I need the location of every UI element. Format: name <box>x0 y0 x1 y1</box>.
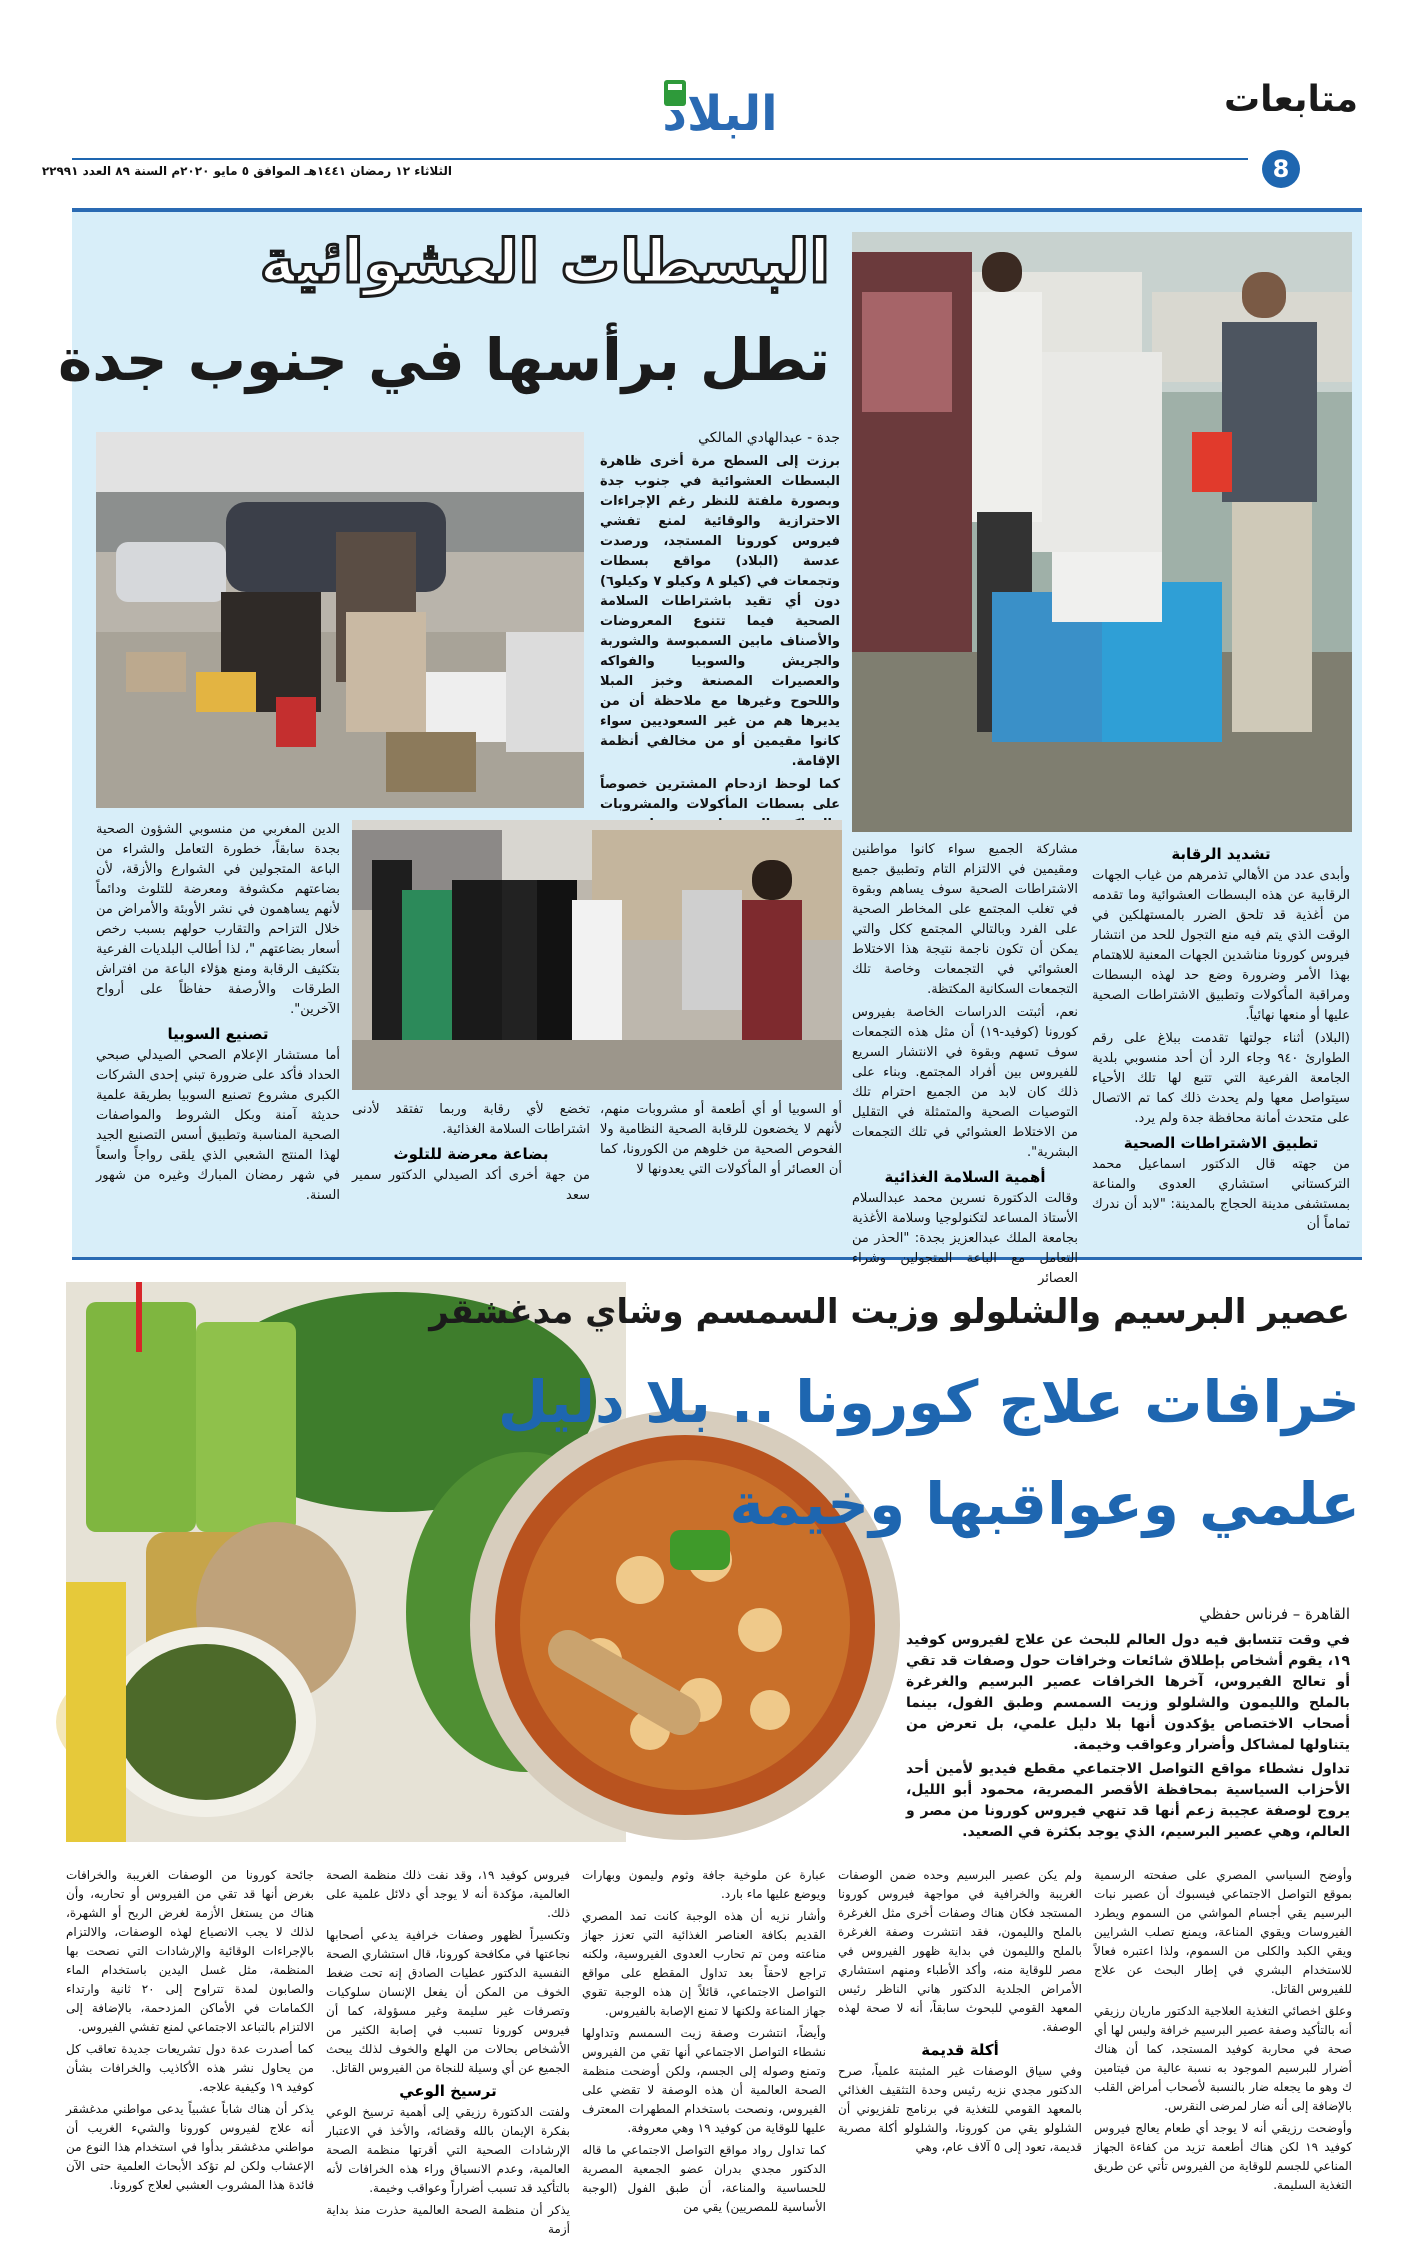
article-1-col-3-left <box>352 1100 590 1250</box>
paragraph: مشاركة الجميع سواء كانوا مواطنين ومقيمين في الالتزام التام وتطبيق جميع الاشتراطات الصحية سوف يساهم وبقوة في تغلب المجتمع على المخاطر الصحية على الفرد وبالتالي المجتمع ككل والتي يمكن أن تكون ناجمة نتيجة هذا الاختلاط العشوائي في التجمعات وخاصة تلك التجمعات السكانية المكتظة. <box>852 842 1078 997</box>
article-2-title-line-1: خرافات علاج كورونا .. بلا دليل <box>497 1368 1360 1436</box>
paragraph: وأوضح السياسي المصري على صفحته الرسمية بموقع التواصل الاجتماعي فيسبوك أن عصير نبات البرسيم يقي أجسام المواشي من السموم ويطرد الفيروسات ويقوي المناعة، ويمنع تصلب الشرايين ويقي الكبد والكلى من السموم، ولذا اعتبره فعالاً للاستخدام البشري في إطار البحث عن علاج للفيروس القاتل. <box>1094 1868 1352 1996</box>
paragraph: وعلق اخصائي التغذية العلاجية الدكتور ماريان رزيقي أنه بالتأكيد وصفة عصير البرسيم خرافة وليس لها أي صحة في محاربة كوفيد المستجد، كما أن هناك أضرار للبرسيم الموجود به نسبة عالية من فيتامين ك وهو ما يجعله ضار بالنسبة لأصحاب أمراض القلب بالإضافة إلى أنه ضار لمرضى النقرس. <box>1094 2004 1352 2113</box>
lead-paragraph-2: تداول نشطاء مواقع التواصل الاجتماعي مقطع فيديو لأمين أحد الأحزاب السياسية بمحافظة الأقصر المصرية، محمود أبو الليل، يروج لوصفة عجيبة زعم أنها قد تنهي فيروس كورونا من مصر و العالم، وهي عصير البرسيم، الذي يوجد بكثرة في الصعيد. <box>906 1761 1350 1840</box>
paragraph: أو السوبيا أو أي أطعمة أو مشروبات منهم، لأنهم لا يخضعون للرقابة الصحية النظامية ولا الفحوص الصحية من خلوهم من الكورونا، كما أن العصائر أو المأكولات التي يعدونها لا <box>600 1102 842 1177</box>
paragraph: وفي سياق الوصفات غير المثبتة علمياً، صرح الدكتور مجدي نزيه رئيس وحدة التثقيف الغذائي بالمعهد القومي للتغذية في برنامج تلفزيوني أن الشلولو يقي من كورونا، والشلولو أكلة مصرية قديمة، تعود إلى ٥ آلاف عام، وهي <box>838 2064 1082 2154</box>
article-1-col-1 <box>1092 840 1350 1250</box>
article-2-col-2 <box>838 1866 1082 2236</box>
paragraph: كما تداول رواد مواقع التواصل الاجتماعي ما قاله الدكتور مجدي بدران عضو الجمعية المصرية للحساسية والمناعة، أن طبق الفول (الوجبة الأساسية للمصريين) يقي من <box>582 2143 826 2214</box>
article-2-title-line-2: علمي وعواقبها وخيمة <box>729 1470 1360 1538</box>
paragraph: أما مستشار الإعلام الصحي الصيدلي صبحي الحداد فأكد على ضرورة تبني إحدى الشركات الكبرى مشروع تصنيع السوبيا بطريقة علمية حديثة آمنة وبكل الشروط والمواصفات الصحية المناسبة وتطبيق أسس التصنيع الجيد لهذا المنتج الشعبي الذي يلقى رواجاً واسعاً في شهر رمضان المبارك وغيره من شهور السنة. <box>96 1048 340 1203</box>
page-number-badge <box>1262 150 1300 188</box>
article-2-col-4 <box>326 1866 570 2236</box>
paragraph: نعم، أثبتت الدراسات الخاصة بفيروس كورونا (كوفيد-١٩) أن مثل هذه التجمعات سوف تسهم وبقوة في الانتشار السريع للفيروس بين أفراد المجتمع. وبناء على ذلك كان لابد من الجميع احترام تلك التوصيات الصحية والمتمثلة في التقليل من الاختلاط العشوائي في تلك التجمعات البشرية". <box>852 1005 1078 1160</box>
paragraph: وأوضحت رزيقي أنه لا يوجد أي طعام يعالج فيروس كوفيد ١٩ لكن هناك أطعمة تزيد من كفاءة الجهاز المناعي للجسم للوقاية من الفيروس تأتي عن طريق التغذية السليمة. <box>1094 2121 1352 2192</box>
subhead-contaminated-goods: بضاعة معرضة للتلوث <box>393 1145 549 1163</box>
dateline: الثلاثاء ١٢ رمضان ١٤٤١هـ الموافق ٥ مايو ٢٠٢٠م السنة ٨٩ العدد ٢٢٩٩١ <box>41 164 452 178</box>
article-1-title: البسطات العشوائية <box>259 227 830 297</box>
logo-text: البلاد <box>662 86 778 142</box>
paragraph: وأشار نزيه أن هذه الوجبة كانت تمد المصري القديم بكافة العناصر الغذائية التي تعزز جهاز مناعته ومن تم تحارب العدوى الفيروسية، ولكنه تراجع لاحقاً بعد تداول المقطع على مواقع التواصل الاجتماعي، قائلاً إن هذه الوجبة تقوي جهاز المناعة ولكنها لا تمنع الإصابة بالفيروس. <box>582 1909 826 2018</box>
paragraph: يذكر أن هناك شاباً عشبياً يدعى مواطني مدغشقر أنه علاج لفيروس كورونا والشيء الغريب أن مواطني مدغشقر بدأوا في استخدام هذا النوع من الإعشاب ولكن لم تؤكد الأبحاث العلمية حتى الآن فائدة هذا المشروب العشبي لعلاج كورونا. <box>66 2102 314 2192</box>
article-1-subtitle: تطل برأسها في جنوب جدة <box>58 326 830 394</box>
article-2-kicker: عصير البرسيم والشلولو وزيت السمسم وشاي مدغشقر <box>429 1292 1350 1332</box>
lead-paragraph: برزت إلى السطح مرة أخرى ظاهرة البسطات العشوائية في جنوب جدة وبصورة ملفتة للنظر رغم الإجراءات الاحترازية والوقائية لمنع تفشي فيروس كورونا المستجد، ورصدت عدسة (البلاد) مواقع بسطات وتجمعات في (كيلو ٨ وكيلو ٧ وكيلو٦) دون أي تقيد باشتراطات السلامة الصحية فيما تتنوع المعروضات والأصناف مابين السمبوسة والشوربة والجريش والسوبيا والفواكه والعصيرات المصنعة وخبز المبلا واللحوح وغيرها مع ملاحظة أن من يديرها هم من غير السعوديين سواء كانوا مقيمين أو من مخالفي أنظمة الإقامة. <box>600 454 841 769</box>
lead-paragraph: في وقت تتسابق فيه دول العالم للبحث عن علاج لفيروس كوفيد ١٩، يقوم أشخاص بإطلاق شائعات وخرافات حول وصفات قد تقي أو تعالج الفيروس، آخرها الخرافات عصير البرسيم والغرغرة بالملح والليمون والشلولو وزيت السمسم وطبق الفول، بينما أصحاب الاختصاص يؤكدون أنها بلا دليل علمي، بل تعرض من يتناولها لمشاكل وأضرار وعواقب وخيمة. <box>906 1632 1350 1753</box>
paragraph: وأيضاً، انتشرت وصفة زيت السمسم وتداولها نشطاء التواصل الاجتماعي أنها تقي من الفيروس وتمنع وصوله إلى الجسم، ولكن أوضحت منظمة الصحة العالمية أن هذه الوصفة لا تقضي على الفيروس، ونصحت باستخدام المطهرات المعترف عليها للوقاية من كوفيد ١٩ وهي معروفة. <box>582 2026 826 2135</box>
subhead-tighten-control: تشديد الرقابة <box>1171 845 1271 863</box>
header-rule-left <box>72 158 1248 160</box>
paragraph: وأبدى عدد من الأهالي تذمرهم من غياب الجهات الرقابية عن هذه البسطات العشوائية وما تقدمه من أغذية قد تلحق الضرر بالمستهلكين في الوقت الذي يتم فيه منع التجول للحد من انتشار فيروس كورونا مناشدين الجهات المعنية للاهتمام بهذا الأمر وضرورة وضع حد لهذه البسطات ومراقبة المأكولات وتطبيق الاشتراطات الصحية عليها أو منعها نهائياً. <box>1092 868 1350 1023</box>
subhead-food-safety: أهمية السلامة الغذائية <box>884 1168 1046 1186</box>
article-2-lead <box>906 1630 1350 1852</box>
paragraph: من جهة أخرى أكد الصيدلي الدكتور سمير سعد <box>352 1168 590 1203</box>
subhead-awareness: ترسيخ الوعي <box>399 2082 497 2100</box>
photo-vendors-street <box>852 232 1352 832</box>
article-1-col-4 <box>96 820 340 1250</box>
paragraph: عبارة عن ملوخية جافة وثوم وليمون وبهارات ويوضع عليها ماء بارد. <box>582 1868 826 1901</box>
lead-paragraph-2: كما لوحظ ازدحام المشترين خصوصاً على بسطات المأكولات والمشروبات <box>600 777 840 812</box>
article-1-byline: جدة - عبدالهادي المالكي <box>698 430 840 446</box>
paragraph: الدين المغربي من منسوبي الشؤون الصحية بجدة سابقاً، خطورة التعامل والشراء من الباعة المتجولين في الشوارع والأزقة، لأن بضاعتهم مكشوفة ومعرضة للتلوث ودائماً لأنهم يساهمون في نشر الأوبئة والأمراض من خلال التزاحم والتقارب حولهم بسبب رخص أسعار بضاعتهم "، لذا أطالب البلديات الفرعية بتكثيف الرقابة ومنع هؤلاء الباعة من افتراش الطرقات والأرصفة حفاظاً على أرواح الآخرين". <box>96 822 340 1017</box>
section-header <box>1218 76 1358 148</box>
paragraph: كما أصدرت عدة دول تشريعات جديدة تعاقب كل من يحاول نشر هذه الأكاذيب والخرافات بشأن كوفيد ١٩ وكيفية علاجه. <box>66 2042 314 2094</box>
paragraph: جائحة كورونا من الوصفات الغريبة والخرافات بغرض أنها قد تقي من الفيروس أو تحاربه، وأن هناك من يستغل الأزمة لغرض الربح أو الشهرة، لذلك لا يجب الانصياع لهذه الوصفات، والالتزام بالإجراءات الوقائية والإرشادات التي نصحت بها المنظمة، مثل غسل اليدين باستخدام الماء والصابون لمدة تتراوح إلى ٢٠ ثانية وارتداء الكمامات في الأماكن المزدحمة، بالإضافة إلى الالتزام بالتباعد الاجتماعي لمنع تفشي الفيروس. <box>66 1868 314 2034</box>
page-number: 8 <box>1272 155 1290 183</box>
paragraph: وقالت الدكتورة نسرين محمد عبدالسلام الأستاذ المساعد لتكنولوجيا وسلامة الأغذية بجامعة الملك عبدالعزيز بجدة: "الحذر من التعامل مع الباعة المتجولين وشراء العصائر <box>852 1191 1078 1286</box>
paragraph: فيروس كوفيد ١٩، وقد نفت ذلك منظمة الصحة العالمية، مؤكدة أنه لا يوجد أي دلائل علمية على ذلك. <box>326 1868 570 1920</box>
photo-crowd-buyers <box>352 820 842 1090</box>
subhead-health-rules: تطبيق الاشتراطات الصحية <box>1123 1134 1319 1152</box>
article-1-col-2 <box>852 840 1078 1286</box>
article-2-col-3 <box>582 1866 826 2236</box>
article-2-byline: القاهرة – فرناس حفظي <box>1199 1605 1350 1623</box>
subhead-old-dish: أكلة قديمة <box>921 2041 999 2059</box>
section-title: متابعات <box>1223 79 1358 120</box>
article-1-col-3-right <box>600 1100 842 1250</box>
paragraph: ولفتت الدكتورة رزيقي إلى أهمية ترسيخ الوعي بفكرة الإيمان بالله وقضائه، والأخذ في الاعتبار الإرشادات الصحية التي أقرتها منظمة الصحة العالمية، وعدم الانسياق وراء هذه الخرافات لأنه بالتأكيد قد تسبب أضراراً وعواقب وخيمة. <box>326 2105 570 2195</box>
logo <box>660 74 780 150</box>
paragraph: (البلاد) أثناء جولتها تقدمت ببلاغ على رقم الطوارئ ٩٤٠ وجاء الرد أن أحد منسوبي بلدية الجامعة الفرعية التي تتبع لها تلك الأحياء سيتواصل معها ولم يحدث ذلك كما تم الاتصال على متحدث أمانة محافظة جدة ولم يرد. <box>1092 1031 1350 1126</box>
subhead-sobia-making: تصنيع السوبيا <box>167 1025 269 1043</box>
paragraph: من جهته قال الدكتور اسماعيل محمد التركستاني استشاري العدوى والمناعة بمستشفى مدينة الحجاج بالمدينة: "لابد أن ندرك تماماً أن <box>1092 1157 1350 1232</box>
article-1-lead <box>600 452 841 812</box>
paragraph: ولم يكن عصير البرسيم وحده ضمن الوصفات الغريبة والخرافية في مواجهة فيروس كورونا المستجد فكان هناك وصفات أخرى مثل الغرغرة بالملح والليمون، فقد انتشرت وصفة الغرغرة بالملح والليمون في بداية ظهور الفيروس في مصر للوقاية منه، وأكد الأطباء ومنهم استشاري الأمراض الجلدية الدكتور هاني الناظر رئيس المعهد القومي للبحوث سابقاً، أنه لا صحة لهذه الوصفة. <box>838 1868 1082 2034</box>
photo-women-stalls <box>96 432 584 808</box>
paragraph: وتكسيراً لظهور وصفات خرافية يدعي أصحابها نجاعتها في مكافحة كورونا، قال استشاري الصحة النفسية الدكتور عطيات الصادق إنه تحت ضغط الخوف من المكن أن يفعل الإنسان سلوكيات وتصرفات غير سليمة وغير مسؤولة، كما أن فيروس كورونا تسبب في إصابة الكثير من الأشخاص بحالات من الهلع والخوف لذلك يبحث الجميع عن أي وسيلة للنجاة من الفيروس القاتل. <box>326 1928 570 2075</box>
article-2-col-5 <box>66 1866 314 2236</box>
paragraph: يذكر أن منظمة الصحة العالمية حذرت منذ بداية أزمة <box>326 2203 570 2236</box>
paragraph: تخضع لأي رقابة وربما تفتقد لأدنى اشتراطات السلامة الغذائية. <box>352 1102 590 1137</box>
article-2-col-1 <box>1094 1866 1352 2236</box>
